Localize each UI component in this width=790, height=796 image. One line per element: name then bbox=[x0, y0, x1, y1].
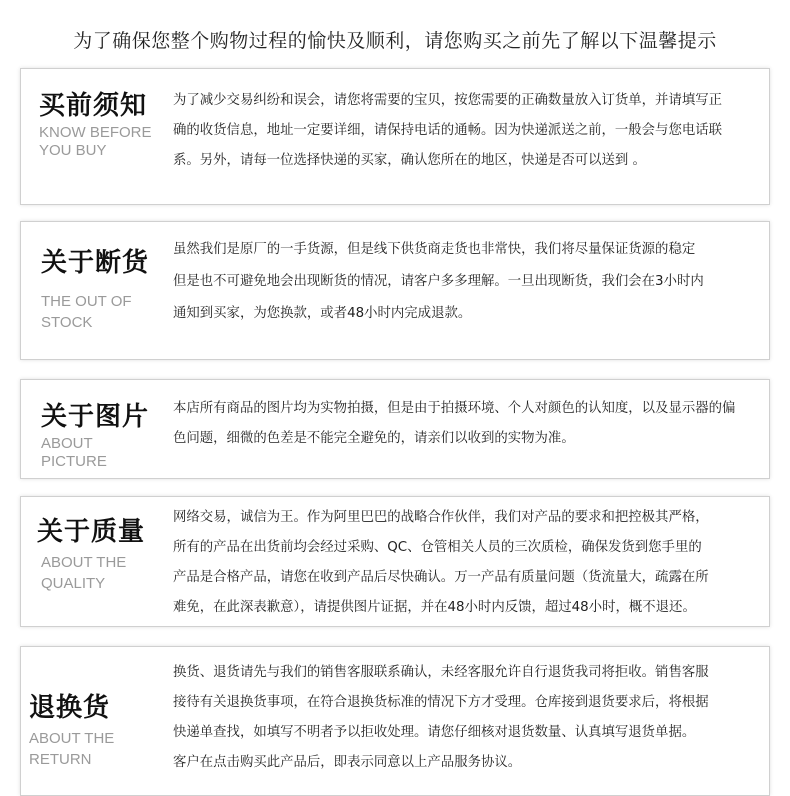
section-title: 关于断货 bbox=[41, 248, 150, 278]
section-text-line: 本店所有商品的图片均为实物拍摄，但是由于拍摄环境、个人对颜色的认知度，以及显示器的偏 bbox=[173, 401, 736, 416]
section-text-line: 难免，在此深表歉意），请提供图片证据，并在48小时内反馈，超过48小时，概不退还。 bbox=[173, 600, 696, 615]
section-subtitle-line: QUALITY bbox=[41, 575, 106, 592]
section-card-out-of-stock bbox=[20, 221, 770, 360]
section-subtitle-line: THE OUT OF bbox=[41, 293, 132, 310]
section-text-line: 快递单查找，如填写不明者予以拒收处理。请您仔细核对退货数量、认真填写退货单据。 bbox=[173, 725, 696, 740]
section-card-about-quality bbox=[20, 496, 770, 627]
section-subtitle-line: ABOUT THE bbox=[41, 554, 127, 571]
section-text-line: 客户在点击购买此产品后，即表示同意以上产品服务协议。 bbox=[173, 755, 522, 770]
section-text-line: 但是也不可避免地会出现断货的情况，请客户多多理解。一旦出现断货，我们会在3小时内 bbox=[173, 274, 704, 289]
section-title: 关于质量 bbox=[37, 517, 146, 547]
section-subtitle-line: RETURN bbox=[29, 751, 92, 768]
section-text-line: 确的收货信息，地址一定要详细，请保持电话的通畅。因为快递派送之前，一般会与您电话联 bbox=[173, 123, 723, 138]
section-text-line: 色问题，细微的色差是不能完全避免的，请亲们以收到的实物为准。 bbox=[173, 431, 575, 446]
section-text-line: 系。另外，请每一位选择快递的买家，确认您所在的地区，快递是否可以送到 。 bbox=[173, 153, 646, 168]
section-text-line: 产品是合格产品，请您在收到产品后尽快确认。万一产品有质量问题（货流量大，疏露在所 bbox=[173, 570, 709, 585]
section-subtitle-line: PICTURE bbox=[41, 453, 107, 470]
section-subtitle-line: KNOW BEFORE bbox=[39, 124, 152, 141]
section-card-know-before-you-buy bbox=[20, 68, 770, 205]
section-text-line: 为了减少交易纠纷和误会，请您将需要的宝贝，按您需要的正确数量放入订货单，并请填写正 bbox=[173, 93, 723, 108]
section-text-line: 换货、退货请先与我们的销售客服联系确认，未经客服允许自行退货我司将拒收。销售客服 bbox=[173, 665, 709, 680]
section-subtitle-line: STOCK bbox=[41, 314, 93, 331]
section-text-line: 接待有关退换货事项，在符合退换货标准的情况下方才受理。仓库接到退货要求后，将根据 bbox=[173, 695, 709, 710]
section-text-line: 网络交易，诚信为王。作为阿里巴巴的战略合作伙伴，我们对产品的要求和把控极其严格， bbox=[173, 510, 709, 525]
section-subtitle-line: ABOUT bbox=[41, 435, 93, 452]
section-title: 关于图片 bbox=[41, 402, 150, 432]
section-subtitle-line: YOU BUY bbox=[39, 142, 107, 159]
section-text-line: 所有的产品在出货前均会经过采购、QC、仓管相关人员的三次质检，确保发货到您手里的 bbox=[173, 540, 702, 555]
section-title: 退换货 bbox=[29, 693, 111, 723]
section-card-about-picture bbox=[20, 379, 770, 479]
section-text-line: 通知到买家，为您换款，或者48小时内完成退款。 bbox=[173, 306, 472, 321]
section-card-about-return bbox=[20, 646, 770, 796]
section-text-line: 虽然我们是原厂的一手货源，但是线下供货商走货也非常快，我们将尽量保证货源的稳定 bbox=[173, 242, 696, 257]
page-title: 为了确保您整个购物过程的愉快及顺利，请您购买之前先了解以下温馨提示 bbox=[73, 30, 717, 52]
section-subtitle-line: ABOUT THE bbox=[29, 730, 115, 747]
section-title: 买前须知 bbox=[39, 91, 148, 121]
